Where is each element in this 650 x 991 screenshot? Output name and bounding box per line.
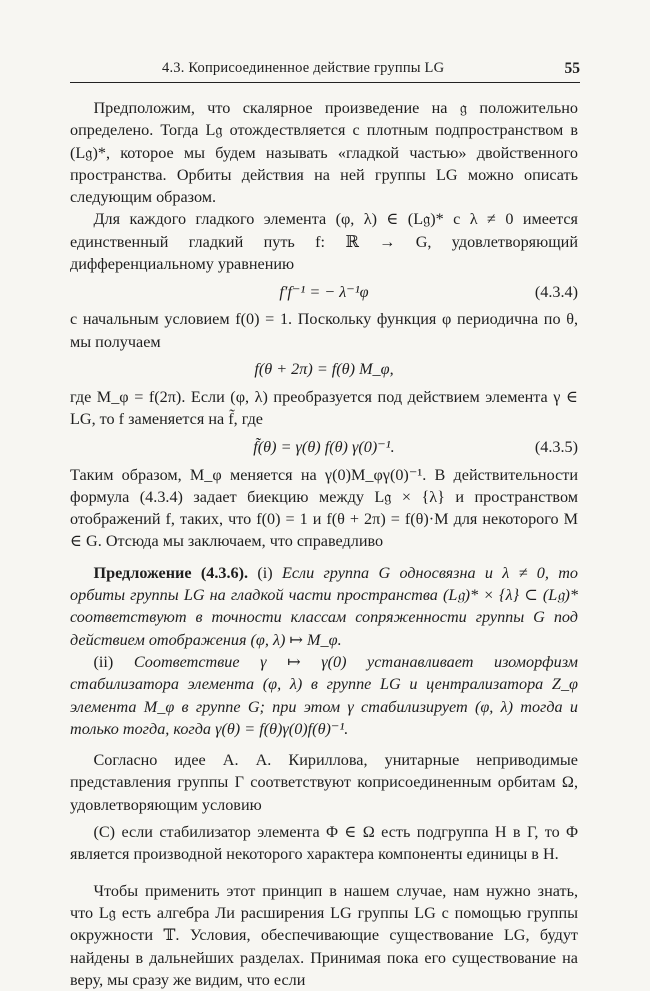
- running-header: [70, 60, 580, 84]
- proposition-item-number: (ii): [93, 652, 114, 671]
- condition-c: (C) если стабилизатор элемента Φ ∈ Ω есть подгруппа H в Γ, то Φ является производной некоторого характера компоненты единицы в H.: [70, 823, 578, 864]
- proposition-part-i: [70, 562, 578, 651]
- equation-number: (4.3.4): [534, 282, 578, 301]
- equation-4-3-4: [70, 275, 578, 308]
- paragraph: где M_φ = f(2π). Если (φ, λ) преобразуется под действием элемента γ ∈ LG, то f заменяется на f̃, где: [70, 387, 578, 429]
- equation-number: (4.3.5): [534, 437, 578, 456]
- page-body: [70, 97, 578, 991]
- proposition-item-number: (i): [257, 563, 273, 582]
- header-rule: [70, 82, 580, 83]
- equation-formula: f(θ + 2π) = f(θ) M_φ,: [254, 360, 394, 379]
- equation-4-3-5: [70, 431, 578, 464]
- page-number: 55: [564, 60, 580, 77]
- proposition-label: Предложение (4.3.6).: [93, 563, 249, 582]
- proposition-statement: Соответствие γ ↦ γ(0) устанавливает изоморфизм стабилизатора элемента (φ, λ) в группе LG и централизатора Z_φ элемента M_φ в группе G; при этом γ стабилизирует (φ, λ) тогда и только тогда, когда γ(θ) = f(θ)γ(0)f(θ)⁻¹.: [70, 652, 578, 738]
- paragraph: Согласно идее А. А. Кириллова, унитарные неприводимые представления группы Γ соответствуют коприсоединенным орбитам Ω, удовлетворяющим условию: [70, 751, 578, 814]
- paragraph: Чтобы применить этот принцип в нашем случае, нам нужно знать, что L𝔤 есть алгебра Ли расширения LG группы LG с помощью группы окружности 𝕋. Условия, обеспечивающие существование LG, будут найдены в дальнейших разделах. Принимая пока его существование на веру, мы сразу же видим, что если: [70, 881, 578, 989]
- paragraph: Таким образом, M_φ меняется на γ(0)M_φγ(0)⁻¹. В действительности формула (4.3.4) задает биекцию между L𝔤 × {λ} и пространством отображений f, таких, что f(0) = 1 и f(θ + 2π) = f(θ)·M для некоторого M ∈ G. Отсюда мы заключаем, что справедливо: [70, 465, 578, 551]
- section-title: 4.3. Коприсоединенное действие группы LG: [162, 60, 445, 76]
- proposition-statement: Если группа G односвязна и λ ≠ 0, то орбиты группы LG на гладкой части пространства (L𝔤)* × {λ} ⊂ (L𝔤)* соответствуют в точности классам сопряженности группы G под действием отображения (φ, λ) ↦ M_φ.: [70, 563, 579, 649]
- proposition-part-ii: [70, 651, 578, 740]
- paragraph: Для каждого гладкого элемента (φ, λ) ∈ (L𝔤)* с λ ≠ 0 имеется единственный гладкий путь f: ℝ → G, удовлетворяющий дифференциальному уравнению: [70, 210, 578, 274]
- paragraph: Предположим, что скалярное произведение на 𝔤 положительно определено. Тогда L𝔤 отождествляется с плотным подпространством в (L𝔤)*, которое мы будем называть «гладкой частью» двойственного пространства. Орбиты действия на ней группы LG можно описать следующим образом.: [70, 99, 578, 207]
- paragraph: с начальным условием f(0) = 1. Поскольку функция φ периодична по θ, мы получаем: [70, 310, 578, 351]
- equation-formula: f̃(θ) = γ(θ) f(θ) γ(0)⁻¹.: [253, 437, 395, 456]
- equation-formula: f′f⁻¹ = − λ⁻¹φ: [279, 282, 369, 301]
- equation-periodicity: [70, 353, 578, 386]
